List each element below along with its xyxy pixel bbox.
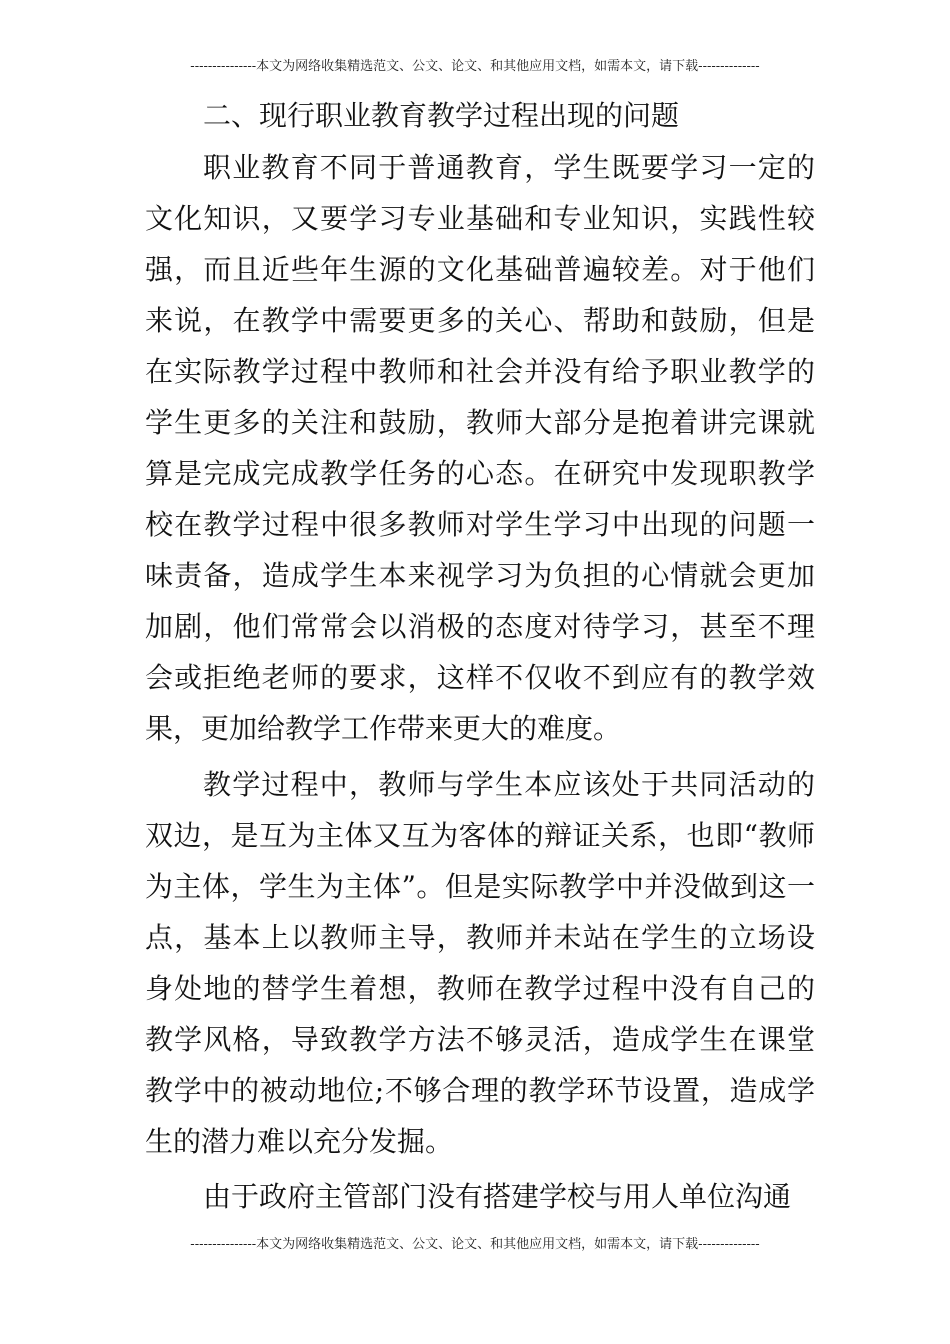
paragraph-3: 由于政府主管部门没有搭建学校与用人单位沟通 <box>203 1180 792 1213</box>
paragraph-1: 职业教育不同于普通教育，学生既要学习一定的文化知识，又要学习专业基础和专业知识，实践性较强，而且近些年生源的文化基础普遍较差。对于他们来说，在教学中需要更多的关心、帮助和鼓励，但是在实际教学过程中教师和社会并没有给予职业教学的学生更多的关注和鼓励，教师大部分是抱着讲完课就算是完成完成教学任务的心态。在研究中发现职教学校在教学过程中很多教师对学生学习中出现的问题一味责备，造成学生本来视学习为负担的心情就会更加加剧，他们常常会以消极的态度对待学习，甚至不理会或拒绝老师的要求，这样不仅收不到应有的教学效果，更加给教学工作带来更大的难度。 <box>145 151 815 745</box>
document-body <box>145 92 815 1222</box>
section-heading: 二、现行职业教育教学过程出现的问题 <box>203 99 680 132</box>
footer-banner: ---------------本文为网络收集精选范文、公文、论文、和其他应用文档，如需本文，请下载-------------- <box>190 1237 760 1252</box>
paragraph-2: 教学过程中，教师与学生本应该处于共同活动的双边，是互为主体又互为客体的辩证关系，也即“教师为主体，学生为主体”。但是实际教学中并没做到这一点，基本上以教师主导，教师并未站在学生的立场设身处地的替学生着想，教师在教学过程中没有自己的教学风格，导致教学方法不够灵活，造成学生在课堂教学中的被动地位;不够合理的教学环节设置，造成学生的潜力难以充分发掘。 <box>145 768 815 1158</box>
header-banner: ---------------本文为网络收集精选范文、公文、论文、和其他应用文档，如需本文，请下载-------------- <box>190 59 760 74</box>
